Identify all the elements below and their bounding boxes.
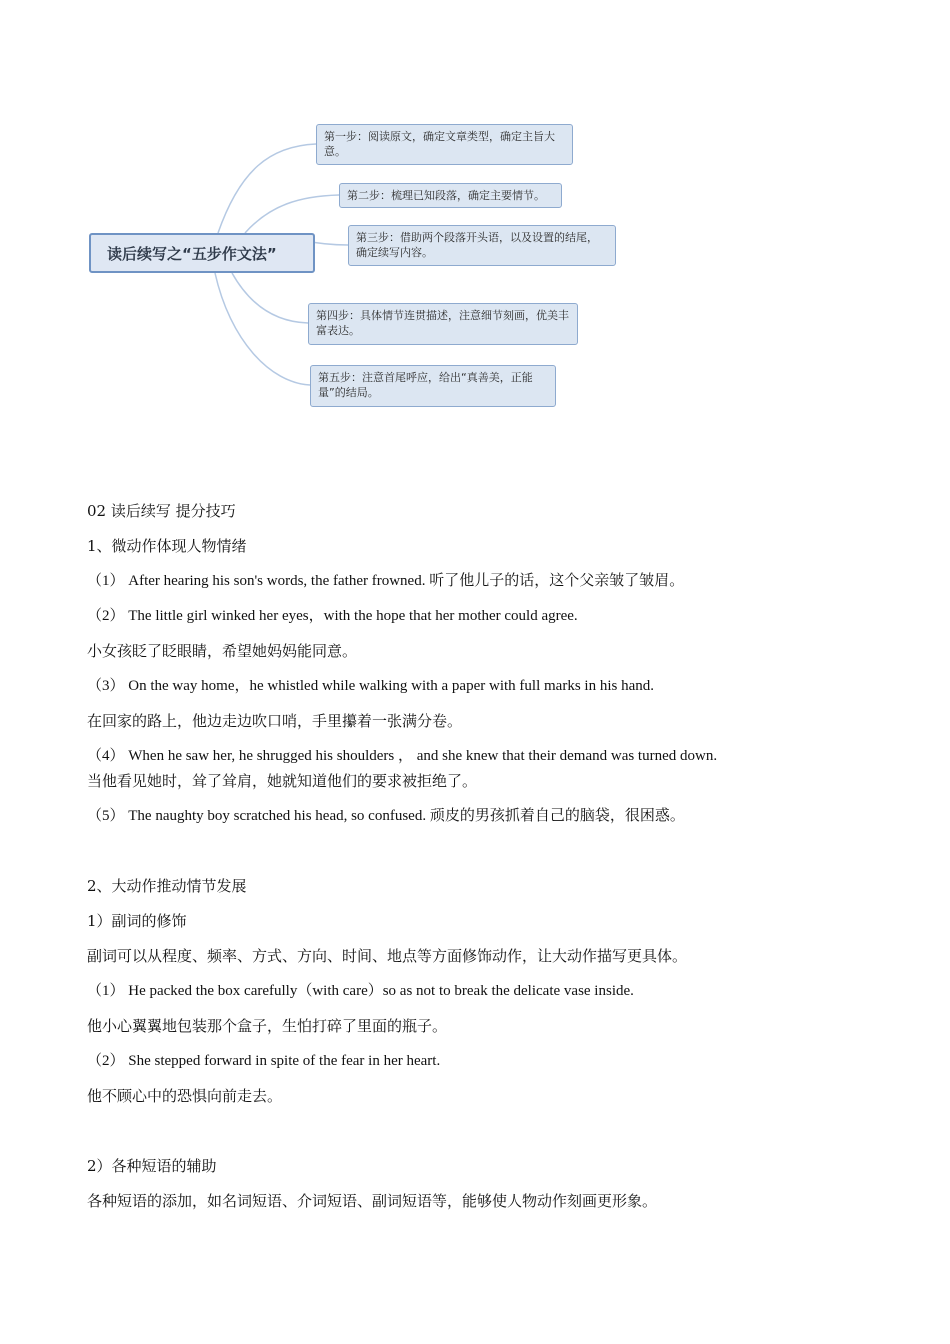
connector-step-4 xyxy=(232,273,308,323)
subheading-phrases: 2）各种短语的辅助 xyxy=(87,1157,217,1175)
example-sentence: （1） After hearing his son's words, the father frowned. 听了他儿子的话，这个父亲皱了皱眉。 xyxy=(87,573,685,589)
connector-step-5 xyxy=(215,273,310,385)
translation-line: 在回家的路上，他边走边吹口哨，手里攥着一张满分卷。 xyxy=(87,712,463,730)
example-sentence: （2） The little girl winked her eyes，with the hope that her mother could agree. xyxy=(87,608,578,624)
subheading-big-actions: 2、大动作推动情节发展 xyxy=(87,877,247,895)
translation-line: 当他看见她时，耸了耸肩，她就知道他们的要求被拒绝了。 xyxy=(87,772,478,790)
mind-map-step-4: 第四步：具体情节连贯描述，注意细节刻画，优美丰富表达。 xyxy=(308,303,578,345)
translation-line: 他不顾心中的恐惧向前走去。 xyxy=(87,1087,283,1105)
example-sentence: （1） He packed the box carefully（with care）so as not to break the delicate vase inside. xyxy=(87,983,634,999)
example-sentence: （5） The naughty boy scratched his head, so confused. 顽皮的男孩抓着自己的脑袋，很困惑。 xyxy=(87,808,685,824)
mind-map-step-3: 第三步：借助两个段落开头语，以及设置的结尾，确定续写内容。 xyxy=(348,225,616,266)
translation-line: 小女孩眨了眨眼睛，希望她妈妈能同意。 xyxy=(87,642,358,660)
mind-map-step-5: 第五步：注意首尾呼应，给出“真善美，正能量”的结局。 xyxy=(310,365,556,407)
paragraph: 各种短语的添加，如名词短语、介词短语、副词短语等，能够使人物动作刻画更形象。 xyxy=(87,1192,658,1210)
example-sentence: （2） She stepped forward in spite of the fear in her heart. xyxy=(87,1053,441,1069)
mind-map-central-topic: 读后续写之“五步作文法” xyxy=(89,233,315,273)
connector-step-1 xyxy=(218,144,316,233)
subheading-adverbs: 1）副词的修饰 xyxy=(87,912,187,930)
paragraph: 副词可以从程度、频率、方式、方向、时间、地点等方面修饰动作，让大动作描写更具体。 xyxy=(87,947,688,965)
connector-step-2 xyxy=(245,195,339,233)
translation-line: 他小心翼翼地包装那个盒子，生怕打碎了里面的瓶子。 xyxy=(87,1017,448,1035)
mind-map-step-2: 第二步：梳理已知段落，确定主要情节。 xyxy=(339,183,562,208)
mind-map-step-1: 第一步：阅读原文，确定文章类型，确定主旨大意。 xyxy=(316,124,573,165)
example-sentence: （4） When he saw her, he shrugged his shoulders ， and she knew that their demand was turned down. xyxy=(87,748,718,764)
mind-map xyxy=(0,0,950,460)
subheading-micro-actions: 1、微动作体现人物情绪 xyxy=(87,537,247,555)
example-sentence: （3） On the way home，he whistled while walking with a paper with full marks in his hand. xyxy=(87,678,654,694)
section-heading: 02 读后续写 提分技巧 xyxy=(87,502,236,520)
